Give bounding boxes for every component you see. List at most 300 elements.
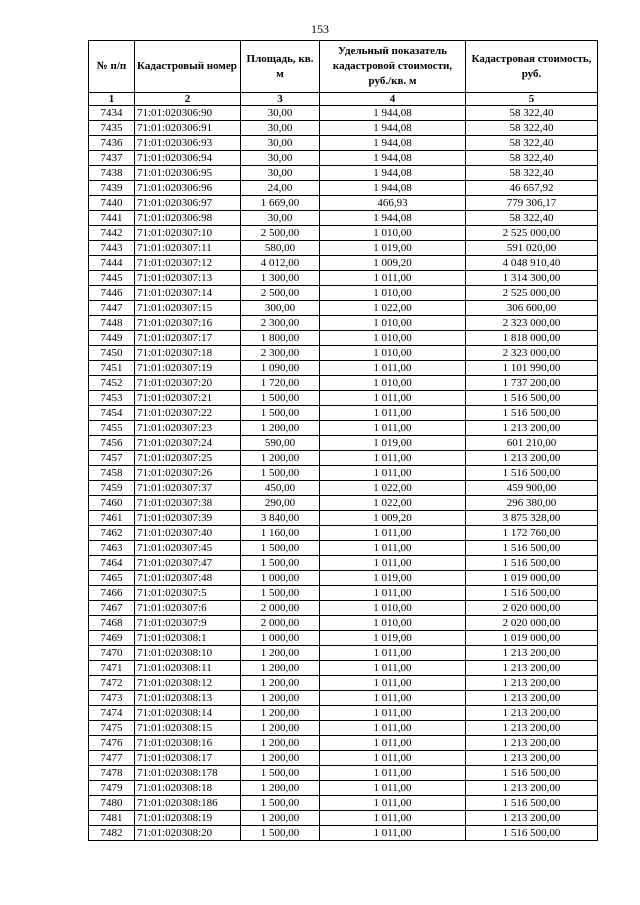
table-row xyxy=(89,586,598,601)
cadastral-value-cell: 1 737 200,00 xyxy=(466,376,598,391)
area-cell: 2 500,00 xyxy=(241,286,320,301)
cadastral-value-cell: 1 172 760,00 xyxy=(466,526,598,541)
unit-value-cell: 1 010,00 xyxy=(320,316,466,331)
row-number-cell: 7445 xyxy=(89,271,135,286)
cadastral-number-cell: 71:01:020307:15 xyxy=(135,301,241,316)
cadastral-value-cell: 1 213 200,00 xyxy=(466,781,598,796)
unit-value-cell: 1 022,00 xyxy=(320,301,466,316)
row-number-cell: 7443 xyxy=(89,241,135,256)
row-number-cell: 7479 xyxy=(89,781,135,796)
area-cell: 1 000,00 xyxy=(241,571,320,586)
column-number: 5 xyxy=(466,93,598,106)
row-number-cell: 7442 xyxy=(89,226,135,241)
area-cell: 1 669,00 xyxy=(241,196,320,211)
table-row xyxy=(89,646,598,661)
table-row xyxy=(89,451,598,466)
cadastral-value-cell: 1 019 000,00 xyxy=(466,571,598,586)
table-row xyxy=(89,331,598,346)
area-cell: 1 500,00 xyxy=(241,826,320,841)
table-row xyxy=(89,181,598,196)
unit-value-cell: 1 011,00 xyxy=(320,466,466,481)
cadastral-value-cell: 58 322,40 xyxy=(466,121,598,136)
cadastral-number-cell: 71:01:020306:97 xyxy=(135,196,241,211)
cadastral-value-cell: 2 323 000,00 xyxy=(466,316,598,331)
cadastral-number-cell: 71:01:020307:17 xyxy=(135,331,241,346)
table-row xyxy=(89,136,598,151)
row-number-cell: 7469 xyxy=(89,631,135,646)
cadastral-number-cell: 71:01:020307:24 xyxy=(135,436,241,451)
area-cell: 1 090,00 xyxy=(241,361,320,376)
cadastral-value-cell: 2 020 000,00 xyxy=(466,616,598,631)
row-number-cell: 7448 xyxy=(89,316,135,331)
row-number-cell: 7477 xyxy=(89,751,135,766)
table-row xyxy=(89,601,598,616)
cadastral-value-cell: 1 213 200,00 xyxy=(466,736,598,751)
cadastral-number-cell: 71:01:020307:12 xyxy=(135,256,241,271)
area-cell: 4 012,00 xyxy=(241,256,320,271)
unit-value-cell: 1 011,00 xyxy=(320,541,466,556)
table-row xyxy=(89,721,598,736)
table-row xyxy=(89,496,598,511)
cadastral-value-table xyxy=(88,40,598,841)
unit-value-cell: 1 944,08 xyxy=(320,166,466,181)
area-cell: 1 200,00 xyxy=(241,781,320,796)
cadastral-value-cell: 1 516 500,00 xyxy=(466,466,598,481)
row-number-cell: 7464 xyxy=(89,556,135,571)
unit-value-cell: 1 011,00 xyxy=(320,646,466,661)
cadastral-number-cell: 71:01:020307:48 xyxy=(135,571,241,586)
cadastral-value-cell: 2 525 000,00 xyxy=(466,226,598,241)
area-cell: 1 000,00 xyxy=(241,631,320,646)
cadastral-value-cell: 2 323 000,00 xyxy=(466,346,598,361)
cadastral-number-cell: 71:01:020307:40 xyxy=(135,526,241,541)
unit-value-cell: 1 011,00 xyxy=(320,661,466,676)
table-row xyxy=(89,481,598,496)
area-cell: 24,00 xyxy=(241,181,320,196)
unit-value-cell: 1 011,00 xyxy=(320,691,466,706)
unit-value-cell: 1 011,00 xyxy=(320,406,466,421)
cadastral-value-cell: 1 213 200,00 xyxy=(466,691,598,706)
cadastral-number-cell: 71:01:020306:93 xyxy=(135,136,241,151)
row-number-cell: 7449 xyxy=(89,331,135,346)
cadastral-number-cell: 71:01:020307:37 xyxy=(135,481,241,496)
row-number-cell: 7454 xyxy=(89,406,135,421)
area-cell: 1 200,00 xyxy=(241,421,320,436)
cadastral-number-cell: 71:01:020308:18 xyxy=(135,781,241,796)
cadastral-value-cell: 1 516 500,00 xyxy=(466,796,598,811)
table-row xyxy=(89,511,598,526)
unit-value-cell: 1 011,00 xyxy=(320,826,466,841)
unit-value-cell: 1 010,00 xyxy=(320,286,466,301)
area-cell: 1 500,00 xyxy=(241,586,320,601)
area-cell: 450,00 xyxy=(241,481,320,496)
area-cell: 1 500,00 xyxy=(241,541,320,556)
area-cell: 1 800,00 xyxy=(241,331,320,346)
row-number-cell: 7435 xyxy=(89,121,135,136)
table-row xyxy=(89,526,598,541)
area-cell: 1 500,00 xyxy=(241,556,320,571)
table-row xyxy=(89,286,598,301)
row-number-cell: 7478 xyxy=(89,766,135,781)
row-number-cell: 7450 xyxy=(89,346,135,361)
cadastral-number-cell: 71:01:020307:21 xyxy=(135,391,241,406)
table-row xyxy=(89,436,598,451)
table-row xyxy=(89,781,598,796)
row-number-cell: 7471 xyxy=(89,661,135,676)
cadastral-value-cell: 1 213 200,00 xyxy=(466,451,598,466)
cadastral-number-cell: 71:01:020308:20 xyxy=(135,826,241,841)
row-number-cell: 7476 xyxy=(89,736,135,751)
cadastral-value-cell: 1 213 200,00 xyxy=(466,811,598,826)
table-row xyxy=(89,571,598,586)
cadastral-value-cell: 1 213 200,00 xyxy=(466,421,598,436)
row-number-cell: 7460 xyxy=(89,496,135,511)
area-cell: 2 300,00 xyxy=(241,316,320,331)
unit-value-cell: 1 011,00 xyxy=(320,721,466,736)
cadastral-number-cell: 71:01:020307:20 xyxy=(135,376,241,391)
cadastral-value-cell: 1 516 500,00 xyxy=(466,406,598,421)
row-number-cell: 7439 xyxy=(89,181,135,196)
unit-value-cell: 1 944,08 xyxy=(320,136,466,151)
row-number-cell: 7481 xyxy=(89,811,135,826)
cadastral-value-cell: 46 657,92 xyxy=(466,181,598,196)
cadastral-number-cell: 71:01:020308:186 xyxy=(135,796,241,811)
row-number-cell: 7474 xyxy=(89,706,135,721)
row-number-cell: 7470 xyxy=(89,646,135,661)
area-cell: 1 500,00 xyxy=(241,406,320,421)
area-cell: 1 200,00 xyxy=(241,811,320,826)
area-cell: 30,00 xyxy=(241,136,320,151)
unit-value-cell: 1 019,00 xyxy=(320,436,466,451)
cadastral-value-cell: 1 213 200,00 xyxy=(466,751,598,766)
unit-value-cell: 1 944,08 xyxy=(320,106,466,121)
area-cell: 1 500,00 xyxy=(241,391,320,406)
row-number-cell: 7451 xyxy=(89,361,135,376)
unit-value-cell: 1 010,00 xyxy=(320,376,466,391)
unit-value-cell: 1 011,00 xyxy=(320,451,466,466)
table-header-row xyxy=(89,41,598,93)
unit-value-cell: 1 011,00 xyxy=(320,796,466,811)
cadastral-value-cell: 4 048 910,40 xyxy=(466,256,598,271)
area-cell: 1 500,00 xyxy=(241,766,320,781)
row-number-cell: 7440 xyxy=(89,196,135,211)
cadastral-number-cell: 71:01:020307:38 xyxy=(135,496,241,511)
table-body xyxy=(89,106,598,841)
table-row xyxy=(89,226,598,241)
cadastral-value-cell: 1 101 990,00 xyxy=(466,361,598,376)
cadastral-value-cell: 1 213 200,00 xyxy=(466,646,598,661)
cadastral-value-cell: 601 210,00 xyxy=(466,436,598,451)
area-cell: 1 200,00 xyxy=(241,451,320,466)
area-cell: 580,00 xyxy=(241,241,320,256)
table-row xyxy=(89,421,598,436)
table-row xyxy=(89,256,598,271)
unit-value-cell: 1 944,08 xyxy=(320,181,466,196)
unit-value-cell: 1 019,00 xyxy=(320,241,466,256)
cadastral-value-cell: 3 875 328,00 xyxy=(466,511,598,526)
unit-value-cell: 1 022,00 xyxy=(320,481,466,496)
cadastral-value-cell: 1 213 200,00 xyxy=(466,676,598,691)
row-number-cell: 7472 xyxy=(89,676,135,691)
table-row xyxy=(89,271,598,286)
table-row xyxy=(89,631,598,646)
row-number-cell: 7465 xyxy=(89,571,135,586)
cadastral-value-cell: 1 019 000,00 xyxy=(466,631,598,646)
header-cadastral-value: Кадастровая стоимость, руб. xyxy=(466,41,598,93)
cadastral-number-cell: 71:01:020307:26 xyxy=(135,466,241,481)
table-row xyxy=(89,466,598,481)
cadastral-value-cell: 1 314 300,00 xyxy=(466,271,598,286)
row-number-cell: 7482 xyxy=(89,826,135,841)
cadastral-value-cell: 306 600,00 xyxy=(466,301,598,316)
header-row-number: № п/п xyxy=(89,41,135,93)
unit-value-cell: 1 010,00 xyxy=(320,331,466,346)
unit-value-cell: 1 011,00 xyxy=(320,781,466,796)
row-number-cell: 7468 xyxy=(89,616,135,631)
cadastral-value-cell: 1 516 500,00 xyxy=(466,586,598,601)
area-cell: 1 200,00 xyxy=(241,721,320,736)
cadastral-number-cell: 71:01:020307:22 xyxy=(135,406,241,421)
row-number-cell: 7434 xyxy=(89,106,135,121)
table-row xyxy=(89,661,598,676)
area-cell: 2 500,00 xyxy=(241,226,320,241)
cadastral-number-cell: 71:01:020307:9 xyxy=(135,616,241,631)
row-number-cell: 7455 xyxy=(89,421,135,436)
header-area: Площадь, кв. м xyxy=(241,41,320,93)
row-number-cell: 7461 xyxy=(89,511,135,526)
cadastral-number-cell: 71:01:020308:10 xyxy=(135,646,241,661)
cadastral-number-cell: 71:01:020307:5 xyxy=(135,586,241,601)
area-cell: 30,00 xyxy=(241,151,320,166)
row-number-cell: 7480 xyxy=(89,796,135,811)
row-number-cell: 7452 xyxy=(89,376,135,391)
row-number-cell: 7444 xyxy=(89,256,135,271)
unit-value-cell: 1 010,00 xyxy=(320,616,466,631)
table-row xyxy=(89,751,598,766)
cadastral-number-cell: 71:01:020307:19 xyxy=(135,361,241,376)
unit-value-cell: 1 011,00 xyxy=(320,751,466,766)
table-row xyxy=(89,211,598,226)
table-row xyxy=(89,556,598,571)
area-cell: 300,00 xyxy=(241,301,320,316)
row-number-cell: 7438 xyxy=(89,166,135,181)
table-row xyxy=(89,346,598,361)
table-row xyxy=(89,376,598,391)
page-number: 153 xyxy=(311,22,329,36)
header-unit-value: Удельный показатель кадастровой стоимости, руб./кв. м xyxy=(320,41,466,93)
column-number: 2 xyxy=(135,93,241,106)
row-number-cell: 7467 xyxy=(89,601,135,616)
row-number-cell: 7473 xyxy=(89,691,135,706)
cadastral-number-cell: 71:01:020307:45 xyxy=(135,541,241,556)
table-row xyxy=(89,166,598,181)
cadastral-number-cell: 71:01:020308:14 xyxy=(135,706,241,721)
row-number-cell: 7453 xyxy=(89,391,135,406)
unit-value-cell: 1 009,20 xyxy=(320,256,466,271)
area-cell: 1 720,00 xyxy=(241,376,320,391)
unit-value-cell: 1 944,08 xyxy=(320,211,466,226)
unit-value-cell: 466,93 xyxy=(320,196,466,211)
row-number-cell: 7466 xyxy=(89,586,135,601)
cadastral-value-cell: 1 213 200,00 xyxy=(466,706,598,721)
cadastral-value-cell: 58 322,40 xyxy=(466,151,598,166)
row-number-cell: 7462 xyxy=(89,526,135,541)
cadastral-number-cell: 71:01:020306:94 xyxy=(135,151,241,166)
table-row xyxy=(89,676,598,691)
row-number-cell: 7457 xyxy=(89,451,135,466)
unit-value-cell: 1 944,08 xyxy=(320,121,466,136)
area-cell: 30,00 xyxy=(241,106,320,121)
cadastral-value-cell: 58 322,40 xyxy=(466,166,598,181)
table-row xyxy=(89,121,598,136)
table-row xyxy=(89,196,598,211)
area-cell: 3 840,00 xyxy=(241,511,320,526)
cadastral-number-cell: 71:01:020307:14 xyxy=(135,286,241,301)
cadastral-number-cell: 71:01:020308:17 xyxy=(135,751,241,766)
cadastral-number-cell: 71:01:020306:91 xyxy=(135,121,241,136)
table-row xyxy=(89,811,598,826)
cadastral-value-cell: 1 213 200,00 xyxy=(466,721,598,736)
table-row xyxy=(89,766,598,781)
table-row xyxy=(89,316,598,331)
row-number-cell: 7436 xyxy=(89,136,135,151)
area-cell: 1 200,00 xyxy=(241,676,320,691)
unit-value-cell: 1 011,00 xyxy=(320,736,466,751)
unit-value-cell: 1 011,00 xyxy=(320,676,466,691)
cadastral-number-cell: 71:01:020307:39 xyxy=(135,511,241,526)
row-number-cell: 7456 xyxy=(89,436,135,451)
cadastral-number-cell: 71:01:020307:11 xyxy=(135,241,241,256)
cadastral-number-cell: 71:01:020306:98 xyxy=(135,211,241,226)
area-cell: 1 200,00 xyxy=(241,691,320,706)
table-row xyxy=(89,301,598,316)
table-row xyxy=(89,241,598,256)
unit-value-cell: 1 022,00 xyxy=(320,496,466,511)
area-cell: 30,00 xyxy=(241,121,320,136)
unit-value-cell: 1 011,00 xyxy=(320,766,466,781)
header-cadastral-number: Кадастровый номер xyxy=(135,41,241,93)
cadastral-number-cell: 71:01:020307:47 xyxy=(135,556,241,571)
cadastral-number-cell: 71:01:020308:19 xyxy=(135,811,241,826)
unit-value-cell: 1 011,00 xyxy=(320,526,466,541)
area-cell: 2 300,00 xyxy=(241,346,320,361)
cadastral-number-cell: 71:01:020307:10 xyxy=(135,226,241,241)
cadastral-value-cell: 1 516 500,00 xyxy=(466,826,598,841)
unit-value-cell: 1 011,00 xyxy=(320,586,466,601)
unit-value-cell: 1 019,00 xyxy=(320,571,466,586)
cadastral-value-cell: 1 516 500,00 xyxy=(466,766,598,781)
cadastral-number-cell: 71:01:020308:16 xyxy=(135,736,241,751)
column-number: 3 xyxy=(241,93,320,106)
area-cell: 1 200,00 xyxy=(241,661,320,676)
row-number-cell: 7437 xyxy=(89,151,135,166)
area-cell: 30,00 xyxy=(241,166,320,181)
area-cell: 1 200,00 xyxy=(241,751,320,766)
area-cell: 1 200,00 xyxy=(241,646,320,661)
cadastral-value-cell: 1 516 500,00 xyxy=(466,556,598,571)
cadastral-number-cell: 71:01:020307:13 xyxy=(135,271,241,286)
cadastral-number-cell: 71:01:020307:6 xyxy=(135,601,241,616)
table-row xyxy=(89,826,598,841)
cadastral-value-cell: 1 213 200,00 xyxy=(466,661,598,676)
area-cell: 1 160,00 xyxy=(241,526,320,541)
cadastral-value-cell: 58 322,40 xyxy=(466,136,598,151)
cadastral-number-cell: 71:01:020307:23 xyxy=(135,421,241,436)
row-number-cell: 7459 xyxy=(89,481,135,496)
unit-value-cell: 1 019,00 xyxy=(320,631,466,646)
area-cell: 30,00 xyxy=(241,211,320,226)
row-number-cell: 7475 xyxy=(89,721,135,736)
area-cell: 1 300,00 xyxy=(241,271,320,286)
cadastral-number-cell: 71:01:020306:95 xyxy=(135,166,241,181)
unit-value-cell: 1 011,00 xyxy=(320,811,466,826)
table-row xyxy=(89,151,598,166)
cadastral-number-cell: 71:01:020306:90 xyxy=(135,106,241,121)
cadastral-number-cell: 71:01:020308:178 xyxy=(135,766,241,781)
cadastral-value-cell: 1 516 500,00 xyxy=(466,391,598,406)
cadastral-value-cell: 591 020,00 xyxy=(466,241,598,256)
cadastral-number-cell: 71:01:020307:18 xyxy=(135,346,241,361)
column-number-row xyxy=(89,93,598,106)
table-row xyxy=(89,391,598,406)
area-cell: 290,00 xyxy=(241,496,320,511)
unit-value-cell: 1 011,00 xyxy=(320,706,466,721)
table-row xyxy=(89,406,598,421)
area-cell: 590,00 xyxy=(241,436,320,451)
column-number: 1 xyxy=(89,93,135,106)
area-cell: 1 500,00 xyxy=(241,796,320,811)
unit-value-cell: 1 011,00 xyxy=(320,556,466,571)
area-cell: 1 500,00 xyxy=(241,466,320,481)
area-cell: 2 000,00 xyxy=(241,601,320,616)
cadastral-number-cell: 71:01:020306:96 xyxy=(135,181,241,196)
cadastral-number-cell: 71:01:020308:15 xyxy=(135,721,241,736)
cadastral-number-cell: 71:01:020308:13 xyxy=(135,691,241,706)
cadastral-number-cell: 71:01:020308:1 xyxy=(135,631,241,646)
row-number-cell: 7458 xyxy=(89,466,135,481)
row-number-cell: 7463 xyxy=(89,541,135,556)
cadastral-value-cell: 58 322,40 xyxy=(466,211,598,226)
unit-value-cell: 1 011,00 xyxy=(320,361,466,376)
unit-value-cell: 1 010,00 xyxy=(320,346,466,361)
cadastral-number-cell: 71:01:020308:11 xyxy=(135,661,241,676)
cadastral-value-cell: 779 306,17 xyxy=(466,196,598,211)
cadastral-value-cell: 2 020 000,00 xyxy=(466,601,598,616)
table-row xyxy=(89,736,598,751)
table-row xyxy=(89,106,598,121)
cadastral-value-cell: 296 380,00 xyxy=(466,496,598,511)
area-cell: 2 000,00 xyxy=(241,616,320,631)
area-cell: 1 200,00 xyxy=(241,736,320,751)
cadastral-number-cell: 71:01:020307:25 xyxy=(135,451,241,466)
unit-value-cell: 1 010,00 xyxy=(320,226,466,241)
unit-value-cell: 1 010,00 xyxy=(320,601,466,616)
unit-value-cell: 1 944,08 xyxy=(320,151,466,166)
table-row xyxy=(89,541,598,556)
cadastral-value-cell: 459 900,00 xyxy=(466,481,598,496)
area-cell: 1 200,00 xyxy=(241,706,320,721)
table-row xyxy=(89,691,598,706)
cadastral-value-cell: 1 818 000,00 xyxy=(466,331,598,346)
column-number: 4 xyxy=(320,93,466,106)
table-row xyxy=(89,616,598,631)
unit-value-cell: 1 011,00 xyxy=(320,271,466,286)
cadastral-value-cell: 1 516 500,00 xyxy=(466,541,598,556)
unit-value-cell: 1 009,20 xyxy=(320,511,466,526)
cadastral-number-cell: 71:01:020308:12 xyxy=(135,676,241,691)
table-row xyxy=(89,796,598,811)
row-number-cell: 7441 xyxy=(89,211,135,226)
